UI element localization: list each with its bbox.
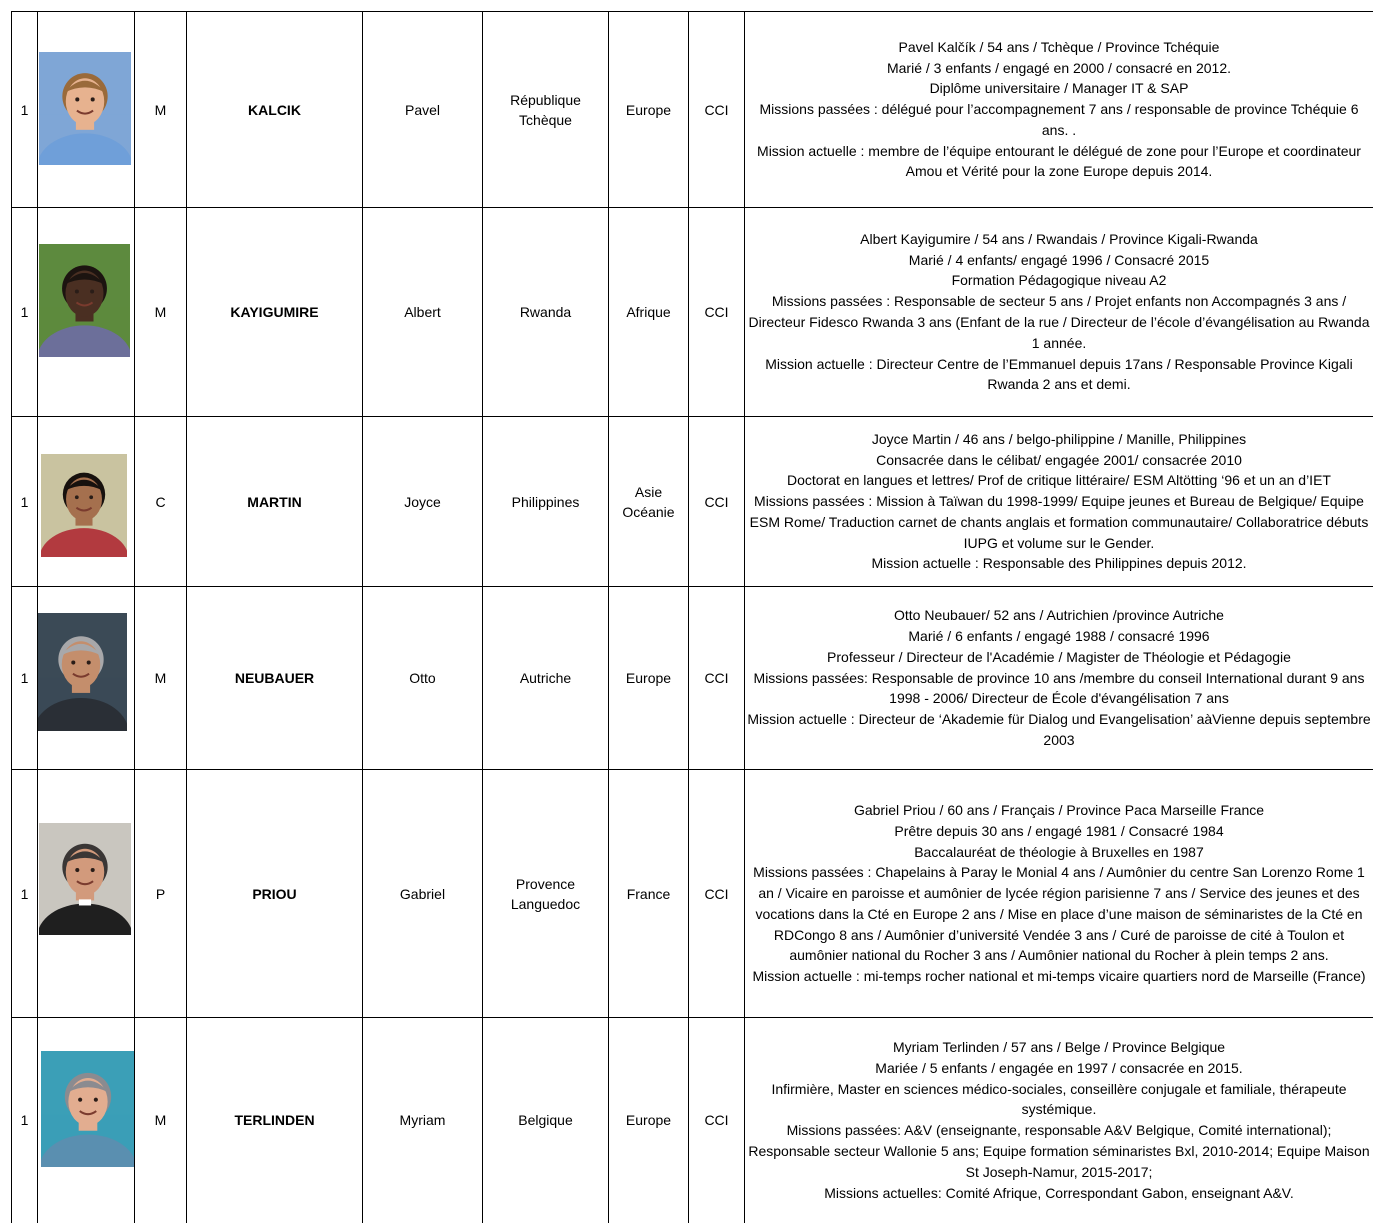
surname-text: KALCIK <box>248 102 301 118</box>
biography <box>745 208 1373 417</box>
province-text: Rwanda <box>520 302 571 322</box>
row-number-text: 1 <box>21 494 29 510</box>
first-name <box>363 417 483 587</box>
zone-text: Europe <box>626 100 671 120</box>
portrait-photo <box>39 244 130 357</box>
province-text: Autriche <box>520 668 571 688</box>
biography-line: Pavel Kalčík / 54 ans / Tchèque / Province Tchéquie <box>745 37 1373 58</box>
category-code <box>135 417 187 587</box>
province <box>483 417 609 587</box>
category-code-text: M <box>155 102 167 118</box>
row-number <box>12 587 38 770</box>
category-code <box>135 1018 187 1223</box>
biography-line: Missions actuelles: Comité Afrique, Correspondant Gabon, enseignant A&V. <box>745 1183 1373 1204</box>
portrait-photo <box>39 52 131 165</box>
biography-line: Mission actuelle : Directeur de ‘Akademie für Dialog und Evangelisation’ aàVienne depuis septembre 2003 <box>745 709 1373 751</box>
status <box>689 12 745 208</box>
zone <box>609 587 689 770</box>
status <box>689 770 745 1018</box>
biography-line: Missions passées: A&V (enseignante, responsable A&V Belgique, Comité international); Responsable secteur Wallonie 5 ans; Equipe formation séminaristes Bxl, 2010-2014; Equipe Maison St Joseph-Namur, 2015-2017; <box>745 1120 1373 1182</box>
biography-line: Albert Kayigumire / 54 ans / Rwandais / Province Kigali-Rwanda <box>745 229 1373 250</box>
biography-line: Infirmière, Master en sciences médico-sociales, conseillère conjugale et familiale, thérapeute systémique. <box>745 1079 1373 1121</box>
biography-line: Marié / 6 enfants / engagé 1988 / consacré 1996 <box>745 626 1373 647</box>
portrait-photo <box>39 823 131 935</box>
province <box>483 12 609 208</box>
biography <box>745 587 1373 770</box>
table-row <box>12 587 1373 770</box>
members-table <box>11 11 1373 1223</box>
row-number-text: 1 <box>21 304 29 320</box>
biography-line: Joyce Martin / 46 ans / belgo-philippine / Manille, Philippines <box>745 429 1373 450</box>
surname <box>187 587 363 770</box>
province-text: Belgique <box>518 1110 573 1130</box>
province <box>483 208 609 417</box>
portrait-photo <box>38 613 128 731</box>
status <box>689 208 745 417</box>
first-name-text: Pavel <box>405 102 440 118</box>
row-number-text: 1 <box>21 102 29 118</box>
biography <box>745 770 1373 1018</box>
status-text: CCI <box>704 886 728 902</box>
photo-cell <box>38 587 135 770</box>
first-name-text: Albert <box>404 304 441 320</box>
portrait-photo <box>41 1051 135 1167</box>
zone <box>609 1018 689 1223</box>
portrait-photo <box>41 454 127 557</box>
table-row <box>12 208 1373 417</box>
biography-line: Missions passées : Responsable de secteur 5 ans / Projet enfants non Accompagnés 3 ans / Directeur Fidesco Rwanda 3 ans (Enfant de la rue / Directeur de l’école d’évangélisation au Rwanda 1 année. <box>745 291 1373 353</box>
first-name <box>363 587 483 770</box>
status-text: CCI <box>704 670 728 686</box>
status <box>689 417 745 587</box>
biography-line: Gabriel Priou / 60 ans / Français / Province Paca Marseille France <box>745 800 1373 821</box>
zone <box>609 770 689 1018</box>
zone-text: Asie Océanie <box>621 482 677 522</box>
status-text: CCI <box>704 1112 728 1128</box>
first-name-text: Otto <box>409 670 435 686</box>
status-text: CCI <box>704 102 728 118</box>
biography-line: Marié / 3 enfants / engagé en 2000 / consacré en 2012. <box>745 58 1373 79</box>
province <box>483 587 609 770</box>
row-number-text: 1 <box>21 1112 29 1128</box>
table-row <box>12 1018 1373 1223</box>
zone-text: France <box>627 884 671 904</box>
photo-cell <box>38 770 135 1018</box>
biography-line: Mission actuelle : mi-temps rocher national et mi-temps vicaire quartiers nord de Marseille (France) <box>745 966 1373 987</box>
biography-line: Prêtre depuis 30 ans / engagé 1981 / Consacré 1984 <box>745 821 1373 842</box>
province-text: République Tchèque <box>501 90 591 130</box>
photo-cell <box>38 208 135 417</box>
biography-line: Mission actuelle : Responsable des Philippines depuis 2012. <box>745 553 1373 574</box>
first-name <box>363 12 483 208</box>
surname-text: NEUBAUER <box>235 670 314 686</box>
row-number-text: 1 <box>21 670 29 686</box>
row-number <box>12 208 38 417</box>
biography-line: Mission actuelle : Directeur Centre de l’Emmanuel depuis 17ans / Responsable Province Kigali Rwanda 2 ans et demi. <box>745 354 1373 396</box>
surname <box>187 770 363 1018</box>
first-name-text: Gabriel <box>400 886 445 902</box>
biography-line: Missions passées : Mission à Taïwan du 1998-1999/ Equipe jeunes et Bureau de Belgique/ Equipe ESM Rome/ Traduction carnet de chants anglais et formation communautaire/ Collaboratrice débuts IUPG et volume sur le Gender. <box>745 491 1373 553</box>
surname <box>187 12 363 208</box>
surname <box>187 417 363 587</box>
province <box>483 1018 609 1223</box>
province <box>483 770 609 1018</box>
row-number <box>12 12 38 208</box>
avatar <box>41 454 127 557</box>
biography-line: Marié / 4 enfants/ engagé 1996 / Consacré 2015 <box>745 250 1373 271</box>
biography <box>745 12 1373 208</box>
surname-text: MARTIN <box>247 494 301 510</box>
avatar <box>41 1051 135 1167</box>
biography-line: Myriam Terlinden / 57 ans / Belge / Province Belgique <box>745 1037 1373 1058</box>
zone <box>609 208 689 417</box>
biography <box>745 417 1373 587</box>
row-number <box>12 417 38 587</box>
status-text: CCI <box>704 494 728 510</box>
first-name-text: Myriam <box>400 1112 446 1128</box>
category-code <box>135 12 187 208</box>
surname-text: KAYIGUMIRE <box>230 304 318 320</box>
province-text: Provence Languedoc <box>501 874 591 914</box>
surname <box>187 1018 363 1223</box>
province-text: Philippines <box>512 492 580 512</box>
photo-cell <box>38 1018 135 1223</box>
surname-text: PRIOU <box>252 886 296 902</box>
biography-line: Mission actuelle : membre de l’équipe entourant le délégué de zone pour l’Europe et coordinateur Amou et Vérité pour la zone Europe depuis 2014. <box>745 141 1373 183</box>
zone-text: Europe <box>626 668 671 688</box>
zone <box>609 417 689 587</box>
table-row <box>12 12 1373 208</box>
category-code-text: M <box>155 1112 167 1128</box>
category-code-text: M <box>155 304 167 320</box>
photo-cell <box>38 417 135 587</box>
status <box>689 587 745 770</box>
biography-line: Consacrée dans le célibat/ engagée 2001/ consacrée 2010 <box>745 450 1373 471</box>
biography <box>745 1018 1373 1223</box>
row-number <box>12 770 38 1018</box>
biography-line: Mariée / 5 enfants / engagée en 1997 / consacrée en 2015. <box>745 1058 1373 1079</box>
row-number-text: 1 <box>21 886 29 902</box>
category-code-text: P <box>156 886 165 902</box>
biography-line: Missions passées : délégué pour l’accompagnement 7 ans / responsable de province Tchéquie 6 ans. . <box>745 99 1373 141</box>
category-code <box>135 587 187 770</box>
zone-text: Afrique <box>626 302 670 322</box>
avatar <box>38 613 128 731</box>
zone-text: Europe <box>626 1110 671 1130</box>
category-code <box>135 770 187 1018</box>
surname-text: TERLINDEN <box>234 1112 314 1128</box>
biography-line: Professeur / Directeur de l'Académie / Magister de Théologie et Pédagogie <box>745 647 1373 668</box>
status <box>689 1018 745 1223</box>
photo-cell <box>38 12 135 208</box>
biography-line: Missions passées: Responsable de province 10 ans /membre du conseil International durant 9 ans 1998 - 2006/ Directeur de École d'évangélisation 7 ans <box>745 668 1373 710</box>
category-code-text: C <box>155 494 165 510</box>
first-name <box>363 770 483 1018</box>
surname <box>187 208 363 417</box>
status-text: CCI <box>704 304 728 320</box>
biography-line: Otto Neubauer/ 52 ans / Autrichien /province Autriche <box>745 605 1373 626</box>
biography-line: Missions passées : Chapelains à Paray le Monial 4 ans / Aumônier du centre San Lorenzo Rome 1 an / Vicaire en paroisse et aumônier de lycée région parisienne 7 ans / Service des jeunes et des vocations dans la Cté en Europe 2 ans / Mise en place d’une maison de séminaristes de la Cté en RDCongo 8 ans / Aumônier d’université Vendée 3 ans / Curé de paroisse de cité à Toulon et aumônier national du Rocher 3 ans / Aumônier national du Rocher à plein temps 2 ans. <box>745 862 1373 966</box>
category-code <box>135 208 187 417</box>
row-number <box>12 1018 38 1223</box>
avatar <box>39 244 130 357</box>
biography-line: Baccalauréat de théologie à Bruxelles en 1987 <box>745 842 1373 863</box>
first-name-text: Joyce <box>404 494 441 510</box>
biography-line: Diplôme universitaire / Manager IT & SAP <box>745 78 1373 99</box>
avatar <box>39 823 131 935</box>
first-name <box>363 208 483 417</box>
biography-line: Formation Pédagogique niveau A2 <box>745 270 1373 291</box>
table-row <box>12 770 1373 1018</box>
zone <box>609 12 689 208</box>
biography-line: Doctorat en langues et lettres/ Prof de critique littéraire/ ESM Altötting ‘96 et un an d’IET <box>745 470 1373 491</box>
category-code-text: M <box>155 670 167 686</box>
first-name <box>363 1018 483 1223</box>
table-row <box>12 417 1373 587</box>
avatar <box>39 52 131 165</box>
